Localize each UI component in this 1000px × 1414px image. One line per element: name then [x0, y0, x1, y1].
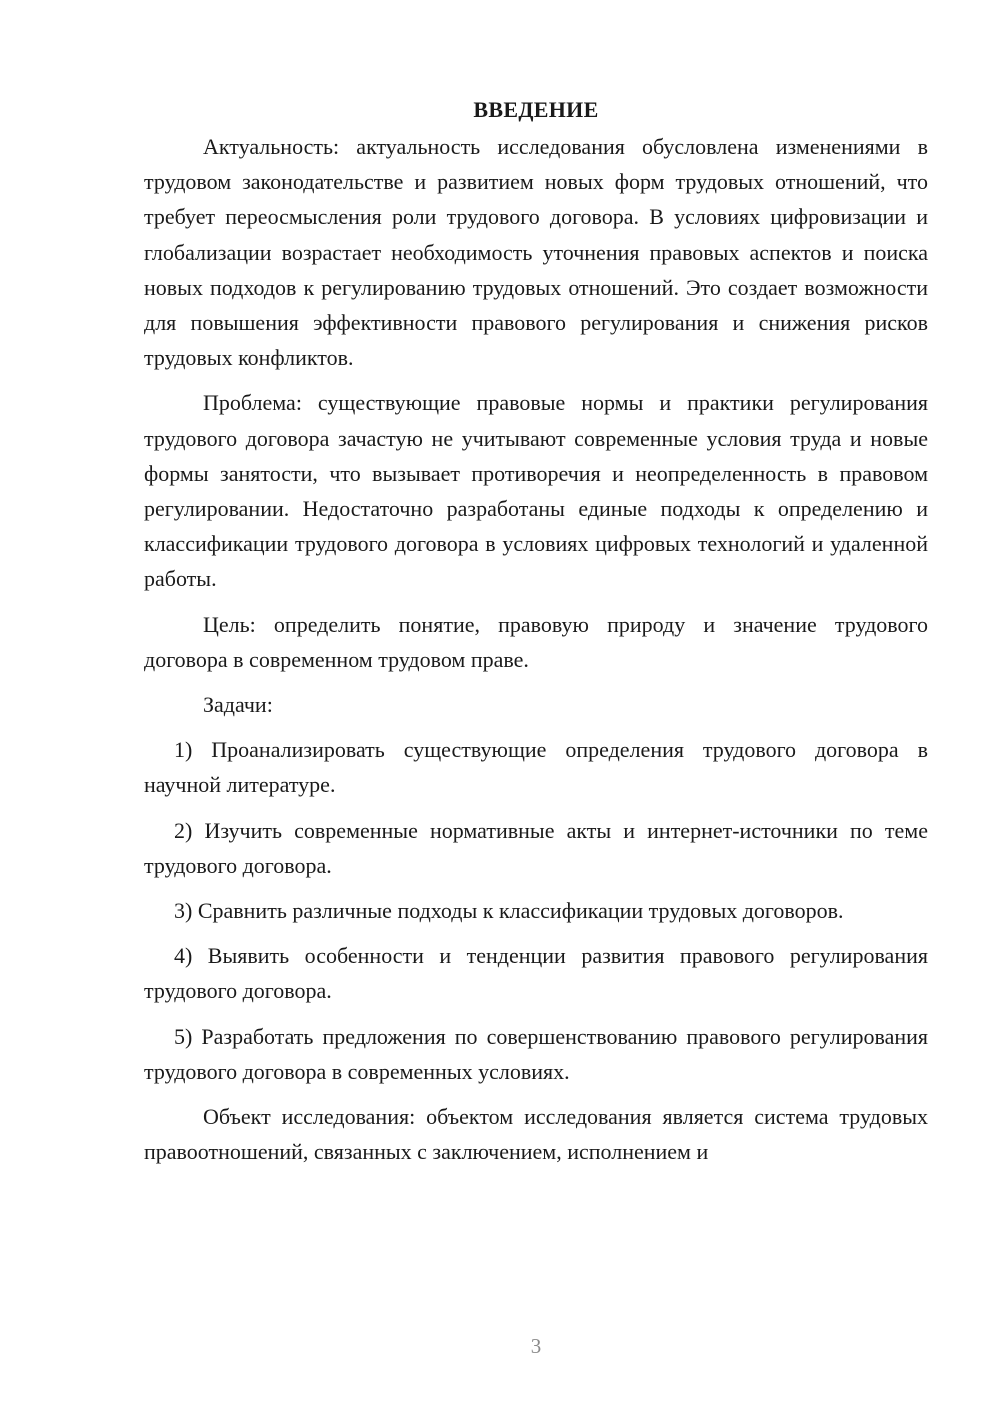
document-page [144, 92, 928, 1179]
tasks-list [144, 732, 928, 1089]
relevance-paragraph: Актуальность: актуальность исследования обусловлена изменениями в трудовом законодательстве и развитием новых форм трудовых отношений, что требует переосмысления роли трудового договора. В условиях цифровизации и глобализации возрастает необходимость уточнения правовых аспектов и поиска новых подходов к регулированию трудовых отношений. Это создает возможности для повышения эффективности правового регулирования и снижения рисков трудовых конфликтов. [144, 134, 928, 371]
goal-paragraph: Цель: определить понятие, правовую природу и значение трудового договора в современном трудовом праве. [144, 611, 928, 672]
object-paragraph: Объект исследования: объектом исследования является система трудовых правоотношений, связанных с заключением, исполнением и [144, 1104, 928, 1165]
section-heading: ВВЕДЕНИЕ [473, 97, 599, 122]
task-item: 5) Разработать предложения по совершенствованию правового регулирования трудового договора в современных условиях. [144, 1023, 928, 1084]
task-item: 4) Выявить особенности и тенденции развития правового регулирования трудового договора. [144, 943, 928, 1004]
task-item: 3) Сравнить различные подходы к классификации трудовых договоров. [174, 898, 844, 924]
tasks-label: Задачи: [203, 692, 273, 718]
task-item: 1) Проанализировать существующие определения трудового договора в научной литературе. [144, 737, 928, 798]
task-item: 2) Изучить современные нормативные акты и интернет-источники по теме трудового договора. [144, 817, 928, 878]
page-number: 3 [530, 1334, 542, 1358]
problem-paragraph: Проблема: существующие правовые нормы и практики регулирования трудового договора зачастую не учитывают современные условия труда и новые формы занятости, что вызывает противоречия и неопределенность в правовом регулировании. Недостаточно разработаны единые подходы к определению и классификации трудового договора в условиях цифровых технологий и удаленной работы. [144, 390, 928, 592]
